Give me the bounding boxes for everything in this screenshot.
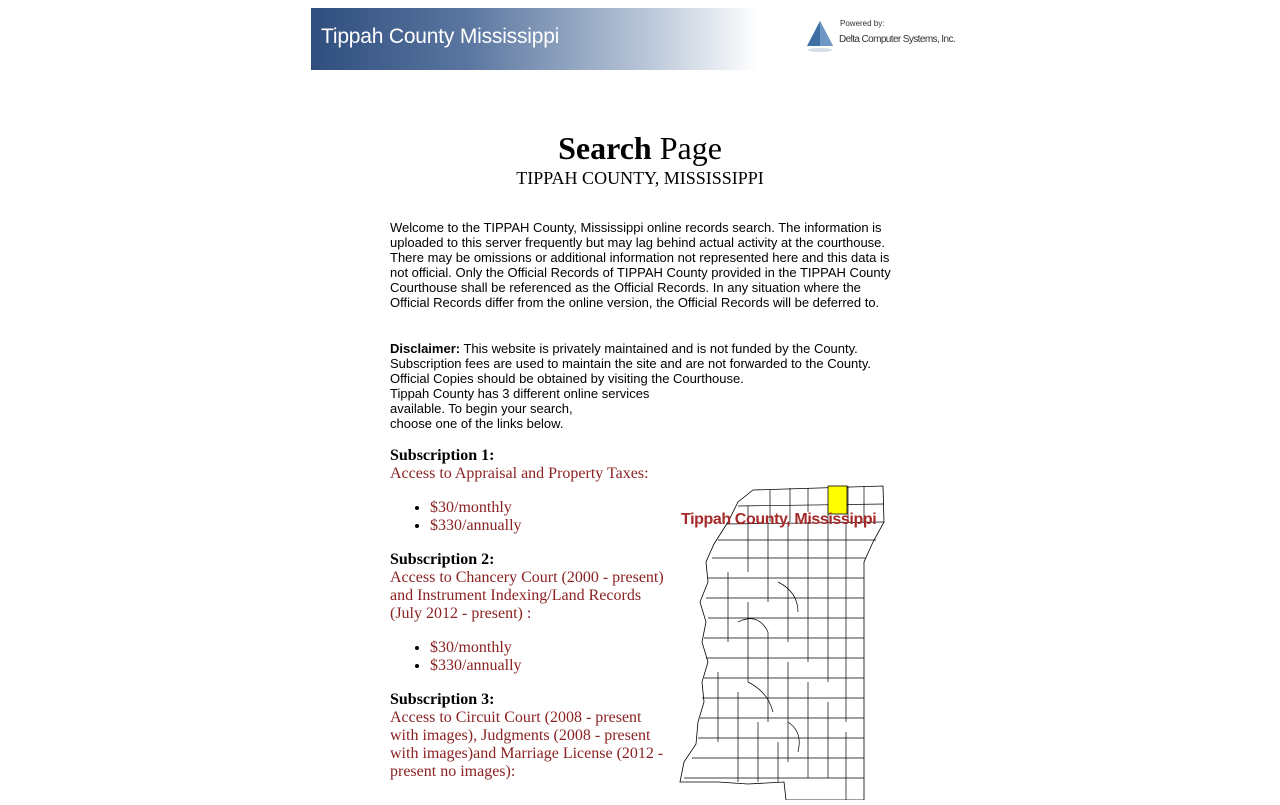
price-item <box>430 499 522 517</box>
powered-by-logo[interactable] <box>805 18 956 58</box>
subscription-3-link[interactable]: Access to Circuit Court (2008 - present with images), Judgments (2008 - present with images)and Marriage License (2012 - present no images): <box>390 709 664 780</box>
subscription-1-heading: Subscription 1: <box>390 447 495 464</box>
map-label: Tippah County, Mississippi <box>681 511 877 528</box>
page-title-rest: Page <box>651 130 722 166</box>
mississippi-county-map[interactable] <box>678 482 890 800</box>
county-map-image <box>678 482 890 800</box>
price-item <box>430 657 522 675</box>
price-annually: $330/annually <box>430 657 522 674</box>
price-monthly: $30/monthly <box>430 499 512 516</box>
banner-title: Tippah County Mississippi <box>321 25 560 48</box>
price-annually: $330/annually <box>430 517 522 534</box>
services-text <box>390 386 690 431</box>
welcome-text: Welcome to the TIPPAH County, Mississippi online records search. The information is uploaded to this server frequently but may lag behind actual activity at the courthouse. There may be omissions or additional information not represented here and this data is not official. Only the Official Records of TIPPAH County provided in the TIPPAH County Courthouse shall be referenced as the Official Records. In any situation where the Official Records differ from the online version, the Official Records will be deferred to. <box>390 220 891 310</box>
disclaimer-label: Disclaimer: <box>390 341 461 356</box>
subscription-2-link[interactable]: Access to Chancery Court (2000 - present) and Instrument Indexing/Land Records (July 2012 - present) : <box>390 569 664 622</box>
page-title <box>0 130 1280 167</box>
subscription-1-link[interactable]: Access to Appraisal and Property Taxes: <box>390 465 649 482</box>
subscription-2-heading: Subscription 2: <box>390 551 495 568</box>
page-title-bold: Search <box>558 130 652 166</box>
state-outline <box>680 486 884 800</box>
delta-triangle-icon <box>805 20 835 54</box>
subscription-1-prices <box>390 499 522 535</box>
subscription-3-heading: Subscription 3: <box>390 691 495 708</box>
services-line-1: Tippah County has 3 different online services <box>390 386 650 401</box>
subscription-2-prices <box>390 639 522 675</box>
price-item <box>430 639 522 657</box>
page-subtitle: TIPPAH COUNTY, MISSISSIPPI <box>516 168 764 188</box>
company-name: Delta Computer Systems, Inc. <box>839 34 956 45</box>
disclaimer <box>390 341 895 386</box>
tippah-county-highlight <box>828 486 847 514</box>
disclaimer-text: This website is privately maintained and is not funded by the County. Subscription fees are used to maintain the site and are not forwarded to the County. Official Copies should be obtained by visiting the Courthouse. <box>390 341 872 386</box>
price-item <box>430 517 522 535</box>
powered-by-text: Powered by: <box>840 19 885 28</box>
price-monthly: $30/monthly <box>430 639 512 656</box>
header-banner <box>311 8 759 70</box>
services-line-2: available. To begin your search, <box>390 401 573 416</box>
services-line-3: choose one of the links below. <box>390 416 564 431</box>
